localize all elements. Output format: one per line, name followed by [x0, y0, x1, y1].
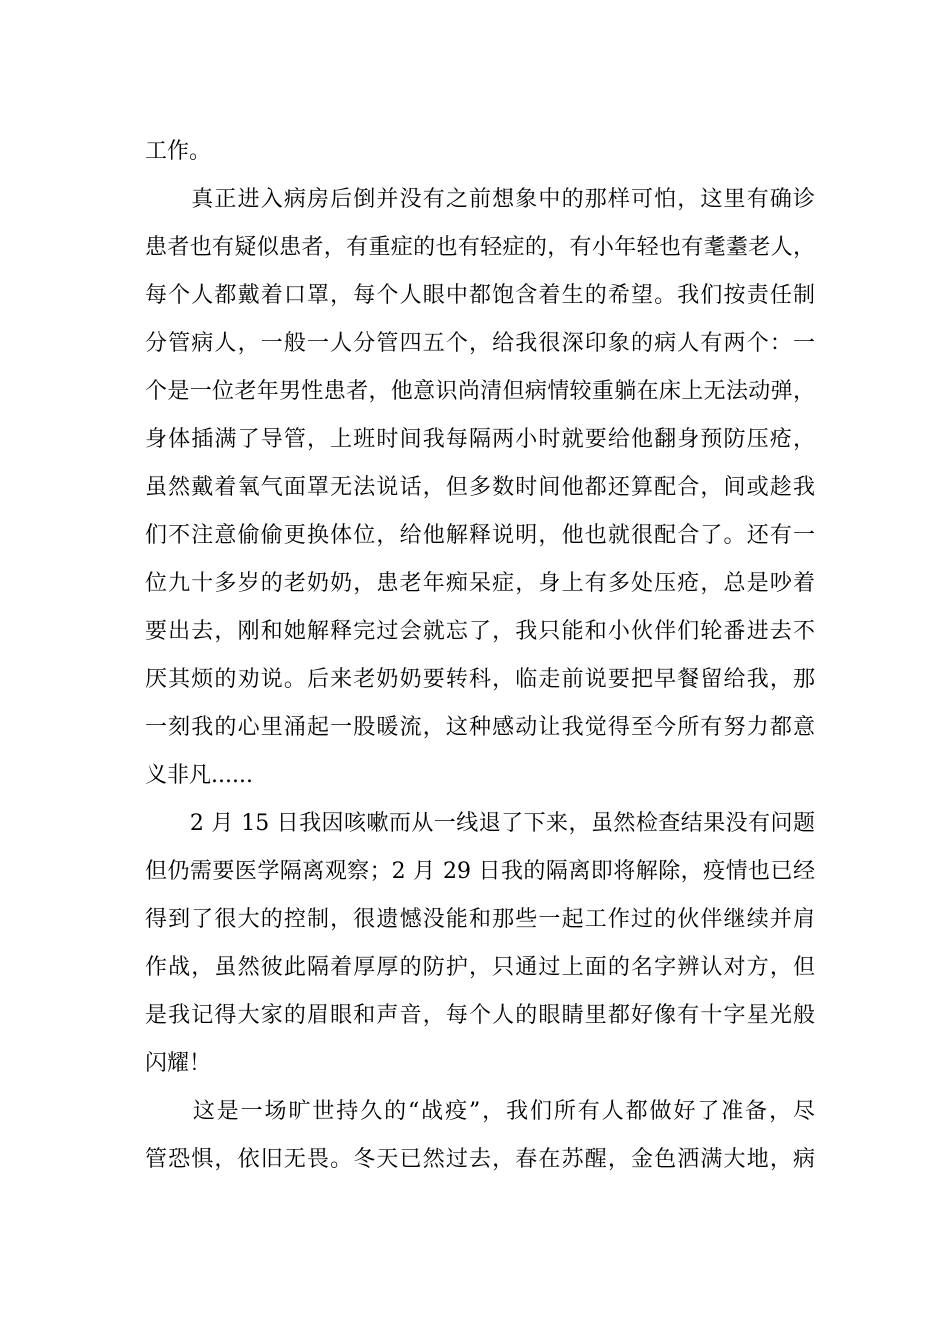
text-line: 作战，虽然彼此隔着厚厚的防护，只通过上面的名字辨认对方，但: [145, 955, 815, 980]
text-line: 得到了很大的控制，很遗憾没能和那些一起工作过的伙伴继续并肩: [145, 907, 815, 932]
text-line: 2 月 15 日我因咳嗽而从一线退了下来，虽然检查结果没有问题: [145, 811, 815, 836]
text-line: 位九十多岁的老奶奶，患老年痴呆症，身上有多处压疮，总是吵着: [145, 571, 815, 596]
text-line: 义非凡......: [145, 763, 253, 788]
text-line: 是我记得大家的眉眼和声音，每个人的眼睛里都好像有十字星光般: [145, 1003, 815, 1028]
text-line: 每个人都戴着口罩，每个人眼中都饱含着生的希望。我们按责任制: [145, 283, 815, 308]
text-line: 们不注意偷偷更换体位，给他解释说明，他也就很配合了。还有一: [145, 523, 815, 548]
text-line: 厌其烦的劝说。后来老奶奶要转科，临走前说要把早餐留给我，那: [145, 667, 815, 692]
text-line: 管恐惧，依旧无畏。冬天已然过去，春在苏醒，金色洒满大地，病: [145, 1147, 815, 1172]
text-line: 但仍需要医学隔离观察；2 月 29 日我的隔离即将解除，疫情也已经: [145, 859, 815, 884]
text-line: 真正进入病房后倒并没有之前想象中的那样可怕，这里有确诊: [145, 187, 815, 212]
text-line: 个是一位老年男性患者，他意识尚清但病情较重躺在床上无法动弹，: [145, 379, 815, 404]
text-line: 闪耀！: [145, 1051, 212, 1076]
text-line: 这是一场旷世持久的“战疫”，我们所有人都做好了准备，尽: [145, 1099, 815, 1124]
text-line: 虽然戴着氧气面罩无法说话，但多数时间他都还算配合，间或趁我: [145, 475, 815, 500]
text-line: 工作。: [145, 139, 212, 164]
text-line: 分管病人，一般一人分管四五个，给我很深印象的病人有两个：一: [145, 331, 815, 356]
text-line: 一刻我的心里涌起一股暖流，这种感动让我觉得至今所有努力都意: [145, 715, 815, 740]
text-line: 身体插满了导管，上班时间我每隔两小时就要给他翻身预防压疮，: [145, 427, 815, 452]
text-line: 要出去，刚和她解释完过会就忘了，我只能和小伙伴们轮番进去不: [145, 619, 815, 644]
text-line: 患者也有疑似患者，有重症的也有轻症的，有小年轻也有耄耋老人，: [145, 235, 815, 260]
